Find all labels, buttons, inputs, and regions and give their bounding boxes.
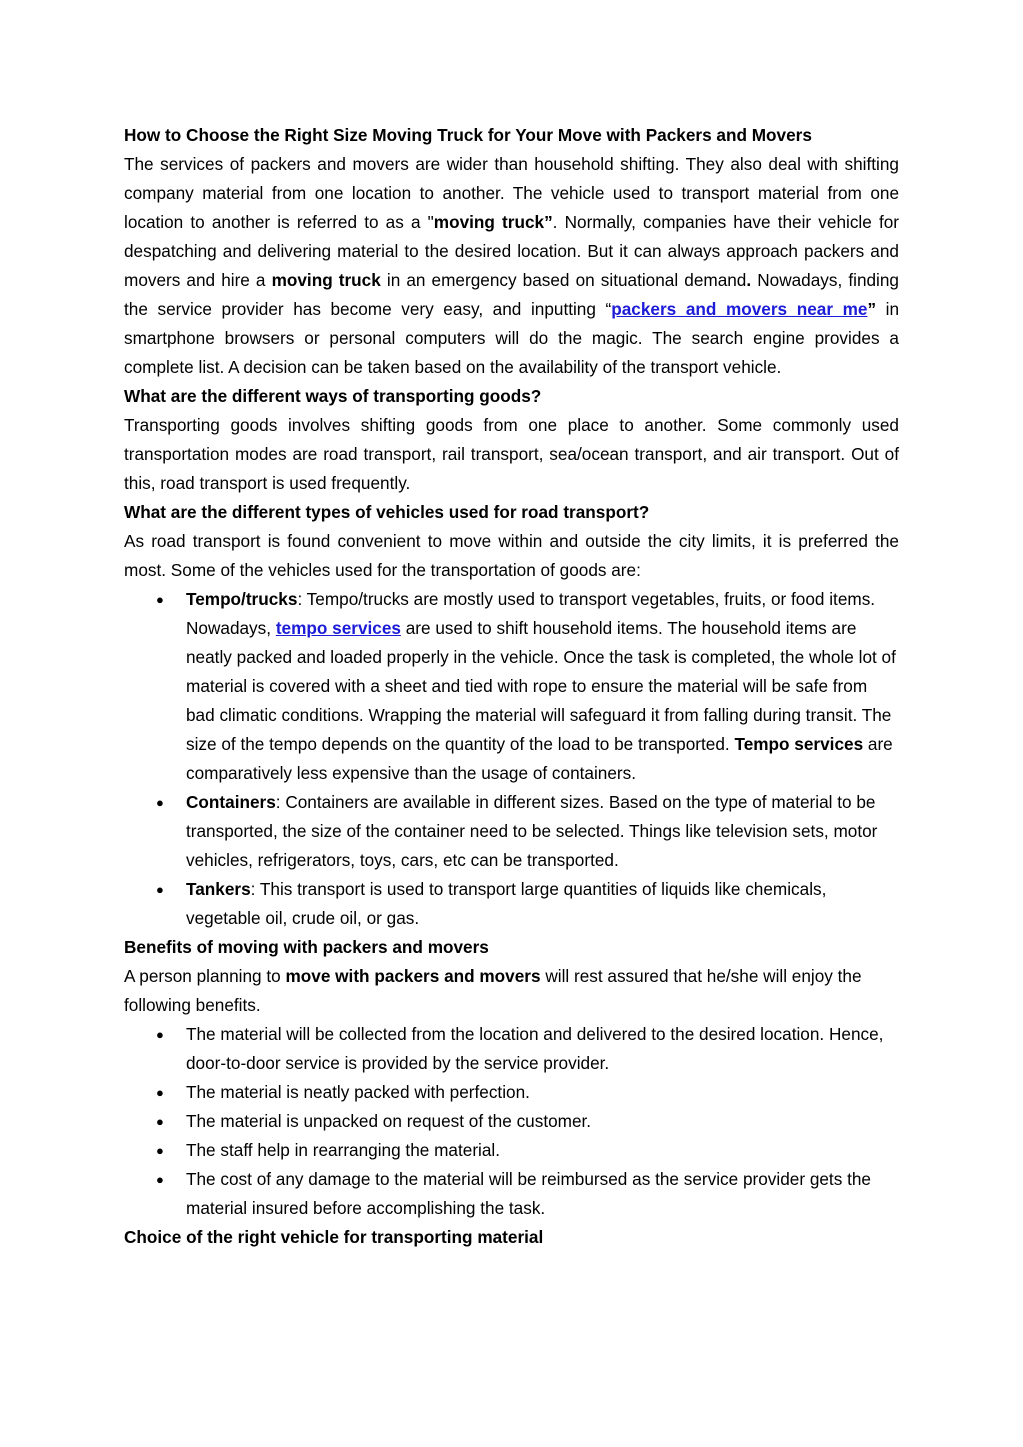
benefit-text: The staff help in rearranging the material.: [186, 1140, 501, 1160]
tempo-services-link[interactable]: tempo services: [275, 618, 401, 638]
vehicle-types-heading: What are the different types of vehicles used for road transport?: [124, 502, 650, 522]
intro-paragraph: [124, 150, 899, 382]
intro-text-4: Nowadays, finding the service provider has become very easy, and inputting “: [124, 270, 899, 319]
list-item: [124, 1165, 899, 1223]
list-item: [124, 1136, 899, 1165]
list-item: [124, 1020, 899, 1078]
bullet-icon: ●: [156, 1143, 164, 1158]
intro-text-2: . Normally, companies have their vehicle for despatching and delivering material to the desired location. But it can always approach packers and movers and hire a: [124, 212, 900, 290]
benefits-text-2: will rest assured that he/she will enjoy the following benefits.: [124, 966, 862, 1015]
ways-heading: What are the different ways of transporting goods?: [124, 386, 542, 406]
packers-movers-near-me-link[interactable]: packers and movers near me: [611, 299, 868, 319]
tempo-label: Tempo/trucks: [186, 589, 298, 609]
list-item: [124, 1107, 899, 1136]
list-item: [124, 875, 899, 933]
bullet-icon: ●: [156, 1172, 164, 1187]
bullet-icon: ●: [156, 795, 164, 810]
tempo-text-3: are comparatively less expensive than the usage of containers.: [186, 734, 893, 783]
intro-bold-moving-truck-1: moving truck”: [433, 212, 553, 232]
list-item: [124, 788, 899, 875]
list-item: [124, 585, 899, 788]
benefit-text: The material is neatly packed with perfection.: [186, 1082, 530, 1102]
containers-label: Containers: [186, 792, 276, 812]
list-item: [124, 1078, 899, 1107]
benefit-text: The cost of any damage to the material will be reimbursed as the service provider gets the material insured before accomplishing the task.: [186, 1169, 871, 1218]
bullet-icon: ●: [156, 1114, 164, 1129]
bullet-icon: ●: [156, 882, 164, 897]
ways-paragraph: Transporting goods involves shifting goods from one place to another. Some commonly used transportation modes are road transport, rail transport, sea/ocean transport, and air transport. Out of this, road transport is used frequently.: [124, 415, 899, 493]
document-page: [124, 121, 899, 1252]
benefits-bold: move with packers and movers: [285, 966, 541, 986]
intro-text-3: in an emergency based on situational demand: [380, 270, 747, 290]
benefits-paragraph: [124, 962, 899, 1020]
intro-text-1: The services of packers and movers are wider than household shifting. They also deal with shifting company material from one location to another. The vehicle used to transport material from one location to another is referred to as a ": [124, 154, 899, 232]
intro-bold-quote: ”: [867, 299, 877, 319]
tempo-text-2: are used to shift household items. The household items are neatly packed and loaded properly in the vehicle. Once the task is completed, the whole lot of material is covered with a sheet and tied with rope to ensure the material will be safe from bad climatic conditions. Wrapping the material will safeguard it from falling during transit. The size of the tempo depends on the quantity of the load to be transported.: [186, 618, 896, 754]
bullet-icon: ●: [156, 1027, 164, 1042]
benefit-text: The material is unpacked on request of the customer.: [186, 1111, 592, 1131]
vehicle-types-paragraph: As road transport is found convenient to move within and outside the city limits, it is preferred the most. Some of the vehicles used for the transportation of goods are:: [124, 531, 899, 580]
benefit-text: The material will be collected from the location and delivered to the desired location. Hence, door-to-door service is provided by the service provider.: [186, 1024, 884, 1073]
tankers-text: : This transport is used to transport large quantities of liquids like chemicals, vegetable oil, crude oil, or gas.: [186, 879, 827, 928]
intro-bold-moving-truck-2: moving truck: [271, 270, 381, 290]
bullet-icon: ●: [156, 592, 164, 607]
tempo-text-1: : Tempo/trucks are mostly used to transport vegetables, fruits, or food items. Nowadays,: [186, 589, 876, 638]
benefits-heading: Benefits of moving with packers and movers: [124, 937, 489, 957]
bullet-icon: ●: [156, 1085, 164, 1100]
document-title: How to Choose the Right Size Moving Truck for Your Move with Packers and Movers: [124, 125, 812, 145]
benefits-list: [124, 1020, 899, 1223]
containers-text: : Containers are available in different sizes. Based on the type of material to be transported, the size of the container need to be selected. Things like television sets, motor vehicles, refrigerators, toys, cars, etc can be transported.: [186, 792, 878, 870]
intro-text-5: in smartphone browsers or personal computers will do the magic. The search engine provides a complete list. A decision can be taken based on the availability of the transport vehicle.: [124, 299, 899, 377]
tempo-services-bold: Tempo services: [734, 734, 864, 754]
vehicle-list: [124, 585, 899, 933]
benefits-text-1: A person planning to: [124, 966, 286, 986]
tankers-label: Tankers: [186, 879, 251, 899]
intro-bold-period: .: [746, 270, 752, 290]
vehicle-choice-heading: Choice of the right vehicle for transporting material: [124, 1227, 544, 1247]
